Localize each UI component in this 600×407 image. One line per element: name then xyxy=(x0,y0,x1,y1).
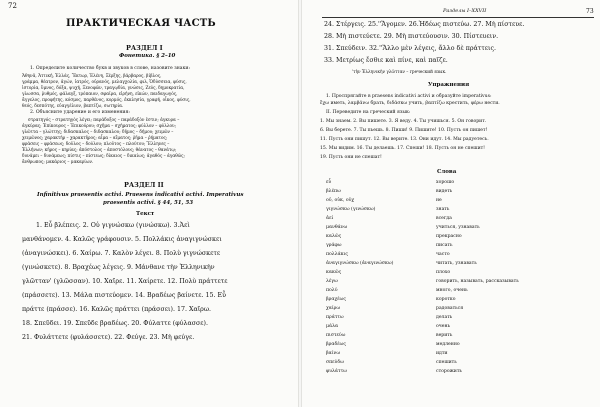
vocab-greek: πολύ xyxy=(326,288,338,293)
vocabulary-heading: Слова xyxy=(437,169,457,175)
text-line: (γινώσκετε). 8. Βραχέως λέγεις. 9. Μάνθανε τὴν Ἑλληνικὴν xyxy=(22,264,215,271)
running-header: Разделы I–XXVII xyxy=(443,8,487,14)
text-label: Текст xyxy=(136,211,155,217)
vocab-greek: μανθάνω xyxy=(326,225,348,230)
text-line: 18. Σπεῦδει. 19. Σπεῦδε βραδέως. 20. Φύλαττε (φύλασσε). xyxy=(22,320,209,327)
exercise-1: 1. Проспрягайте в praesens indicativi activi и образуйте imperativus: xyxy=(326,94,492,99)
exercises-heading: Упражнения xyxy=(428,82,470,88)
vocab-greek: οὐ, οὐκ, οὐχ xyxy=(326,198,355,203)
text-continuation-line: 28. Μὴ πιστεύετε. 29. Μὴ πιστεύουσιν. 30. Πίστευειν. xyxy=(324,33,499,40)
exercise-2-line: 19. Пусть они не спешат! xyxy=(320,155,382,160)
exercise-2-title: II. Переведите на греческий язык: xyxy=(326,110,411,115)
vocab-russian: медленно xyxy=(436,342,460,347)
task-2-line: ἄνθρωπος; μακάριος – μακαρίων. xyxy=(22,159,94,164)
exercise-1: ἔχω иметь, λαμβάνω брать, διδάσκω учить, βαπτίζω крестить, φέρω нести. xyxy=(320,101,500,106)
text-continuation-line: 33. Μετρίως ἔσθιε καὶ πίνε, καὶ παῖζε. xyxy=(324,57,448,64)
page-number: 73 xyxy=(586,8,594,15)
vocab-russian: сторожить xyxy=(436,369,462,374)
vocab-greek: μάλα xyxy=(326,324,339,329)
exercise-2-line: 11. Пусть они пишут. 12. Вы верите. 13. Они идут. 14. Мы радуетесь. xyxy=(320,137,489,142)
header-rule xyxy=(322,17,594,18)
exercise-2-line: 6. Вы берете. 7. Ты пьешь. 8. Пиши! 9. Пишите! 10. Пусть он пишет! xyxy=(320,128,488,133)
vocab-russian: много, очень xyxy=(436,288,468,293)
vocab-russian: прекрасно xyxy=(436,234,462,239)
vocab-greek: πιστεύω xyxy=(326,333,346,338)
section-2-subheading: Infinitivus praesentis activi. Praesens indicativi activi. Imperativus xyxy=(37,192,244,198)
task-1-line: θεός, δεσπότης, εὐαγγέλιον, βαπτίζω, σωτηρία. xyxy=(22,103,124,108)
vocab-greek: βραδέως xyxy=(326,342,346,347)
vocab-russian: говорить, называть, рассказывать xyxy=(436,279,519,284)
vocab-russian: не xyxy=(436,198,442,203)
vocab-greek: εὖ xyxy=(326,180,332,185)
text-continuation-line: 24. Στέργεις. 25.''Ἄγομεν. 26.Ἡδέως πιστεύω. 27. Μὴ πίστευε. xyxy=(324,21,525,28)
vocab-russian: верить xyxy=(436,333,453,338)
vocab-greek: πολλάκις xyxy=(326,252,348,257)
task-2-line: Ἑλλήνων; κῆρος – κηρίας; ἀπόστολος – ἀποστόλους; θάνατος – θανάτῳ; xyxy=(22,147,177,152)
vocab-greek: ἀναγιγνώσκω (ἀναγινώσκω) xyxy=(326,261,394,266)
vocab-greek: λέγω xyxy=(326,279,338,284)
section-2-heading: РАЗДЕЛ II xyxy=(124,181,164,189)
vocab-greek: γράφω xyxy=(326,243,342,248)
vocab-russian: делать xyxy=(436,315,453,320)
section-2-subheading: praesentis activi. § 44, 51, 53 xyxy=(103,200,194,206)
right-page xyxy=(300,0,600,407)
vocab-russian: учиться, узнавать xyxy=(436,225,480,230)
task-2-line: χειμῶνος; χαρακτήρ – χαρακτῆρος; αἷμα – αἵματος; ῥῆμα – ῥήματος; xyxy=(22,135,168,140)
vocab-russian: хорошо xyxy=(436,180,455,185)
vocab-russian: читать, узнавать xyxy=(436,261,477,266)
task-2: 2. Объясните ударение и его изменения: xyxy=(30,110,130,115)
task-2-line: δυνάμει – δυνάμεως; πίστις – πίστεως; δίκαιος – δικαίως; ἀγαθός – ἀγαθῶς; xyxy=(22,153,185,158)
task-2-line: γλῶττα – γλώττης; διδασκαλος – διδασκαλου; δῆμος – δήμου; χειμῶν – xyxy=(22,129,174,134)
section-1-heading: РАЗДЕЛ I xyxy=(126,44,163,52)
task-1-line: γράμμα, θέατρον, ἀγών, ἰατρός, οὐρανός, μελαγχολία, φιλ, Ὀδύσσεια, φύσις, xyxy=(22,79,187,84)
vocab-russian: очень xyxy=(436,324,451,329)
vocab-greek: φυλάττω xyxy=(326,369,347,374)
vocab-greek: κακῶς xyxy=(326,270,342,275)
vocab-russian: видеть xyxy=(436,189,453,194)
text-line: πράττε (πράσσε). 16. Καλῶς πράττει (πράσσει). 17. Χαῖρω. xyxy=(22,306,212,313)
vocab-russian: знать xyxy=(436,207,450,212)
exercise-2-line: 15. Мы видим. 16. Ты делаешь. 17. Спеши! 18. Пусть он не спешит! xyxy=(320,146,486,151)
text-line: γλῶτταν' (γλῶσσαν). 10. Χαῖρε. 11. Χαίρετε. 12. Πολὺ πράττετε xyxy=(22,278,228,285)
page-title: ПРАКТИЧЕСКАЯ ЧАСТЬ xyxy=(66,18,216,29)
task-1-line: γλωσσα, ῥυθμός, φάλαγξ, τρόπαιον, σφαῖρα, εἰρήνη, εἰκών, παιδαγωγός, xyxy=(22,91,178,96)
vocab-russian: идти xyxy=(436,351,448,356)
text-line: 21. Φυλάττετε (φυλάσσετε). 22. Φεύγε. 23. Μὴ φεύγε. xyxy=(22,334,195,341)
task-1-line: Ἀθηνᾶ, Ἀττική, Ἑλλάς, Ἕκτωρ, Ἑλένη, Ξέρξης, βάρβαρος, βίβλος, xyxy=(22,73,162,78)
vocab-greek: χαίρω xyxy=(326,306,341,311)
text-line: μανθάνομεν. 4. Καλῶς γράφουσιν. 5. Πολλάκις ἀναγιγνώσκει xyxy=(22,236,222,243)
vocab-greek: πράττω xyxy=(326,315,344,320)
task-1: 1. Определите количество букв и звуков в слове, назовите знаки: xyxy=(30,66,191,71)
vocab-russian: часто xyxy=(436,252,450,257)
page-number: 72 xyxy=(8,2,17,10)
vocab-greek: γιγνώσκω (γινώσκω) xyxy=(326,207,376,212)
vocab-russian: коротко xyxy=(436,297,456,302)
task-1-line: ἄγγελος, προφήτης, κόσμος, παρθένος, κορμός, ἐκκλησία, γραφή, οἶκος, φύσις, xyxy=(22,97,191,102)
text-line: (πράσσετε). 13. Μάλα πιστεύομεν. 14. Βραδέως βαίνετε. 15. Εὖ xyxy=(22,292,226,299)
section-1-subheading: Фонетика. § 2–10 xyxy=(119,53,176,59)
vocab-russian: плохо xyxy=(436,270,451,275)
text-line: 1. Εὖ βλέπεις. 2. Οὐ γιγνώσκω (γινώσκω). 3.Ἀεὶ xyxy=(36,222,190,229)
vocab-greek: βραχέως xyxy=(326,297,346,302)
vocab-greek: καλῶς xyxy=(326,234,342,239)
vocab-greek: βαίνω xyxy=(326,351,341,356)
vocab-russian: спешить xyxy=(436,360,457,365)
text-line: (ἀναγινώσκει). 6. Χαίρω. 7. Καλὸν λέγει. 8. Πολὺ γιγνώσκετε xyxy=(22,250,221,257)
vocab-russian: радоваться xyxy=(436,306,464,311)
task-2-line: στρατηγός – στρατηγὸς λέγει; παράδοξος – παράδοξὸν ἐστιν; ἀγκυρα – xyxy=(28,117,180,122)
text-continuation-line: 31. Σπεύδειν. 32.''Ἄλλο μὲν λέγεις, ἄλλο δὲ πράττεις. xyxy=(324,45,497,52)
vocab-greek: σπεύδω xyxy=(326,360,344,365)
task-2-line: ἀγκύρας; Ἐπίκουρος – Ἐπικούρου; σχῆμα – σχήματος; φύλλον – φύλλου; xyxy=(22,123,176,128)
vocab-greek: ἀεί xyxy=(326,216,334,221)
footnote: 'τὴν Ἑλληνικὴν γλῶτταν – греческий язык. xyxy=(352,69,447,74)
task-2-line: φράσεις – φράσεως; δοῦλος – δούλου; πλοῦτος – πλούτου; Ἕλληνες – xyxy=(22,141,170,146)
vocab-russian: писать xyxy=(436,243,453,248)
vocab-greek: βλέπω xyxy=(326,189,341,194)
task-1-line: ἱστορία, ὕμνος, δόξα, ψυχή, Ξενοφῶν, τραγῳδία, γνώσις, Ζεύς, δημοκρατία, xyxy=(22,85,185,90)
vocab-russian: всегда xyxy=(436,216,452,221)
exercise-2-line: 1. Мы знаем. 2. Вы пишете. 3. Я веду. 4. Ты учишься. 5. Он говорит. xyxy=(320,119,487,124)
